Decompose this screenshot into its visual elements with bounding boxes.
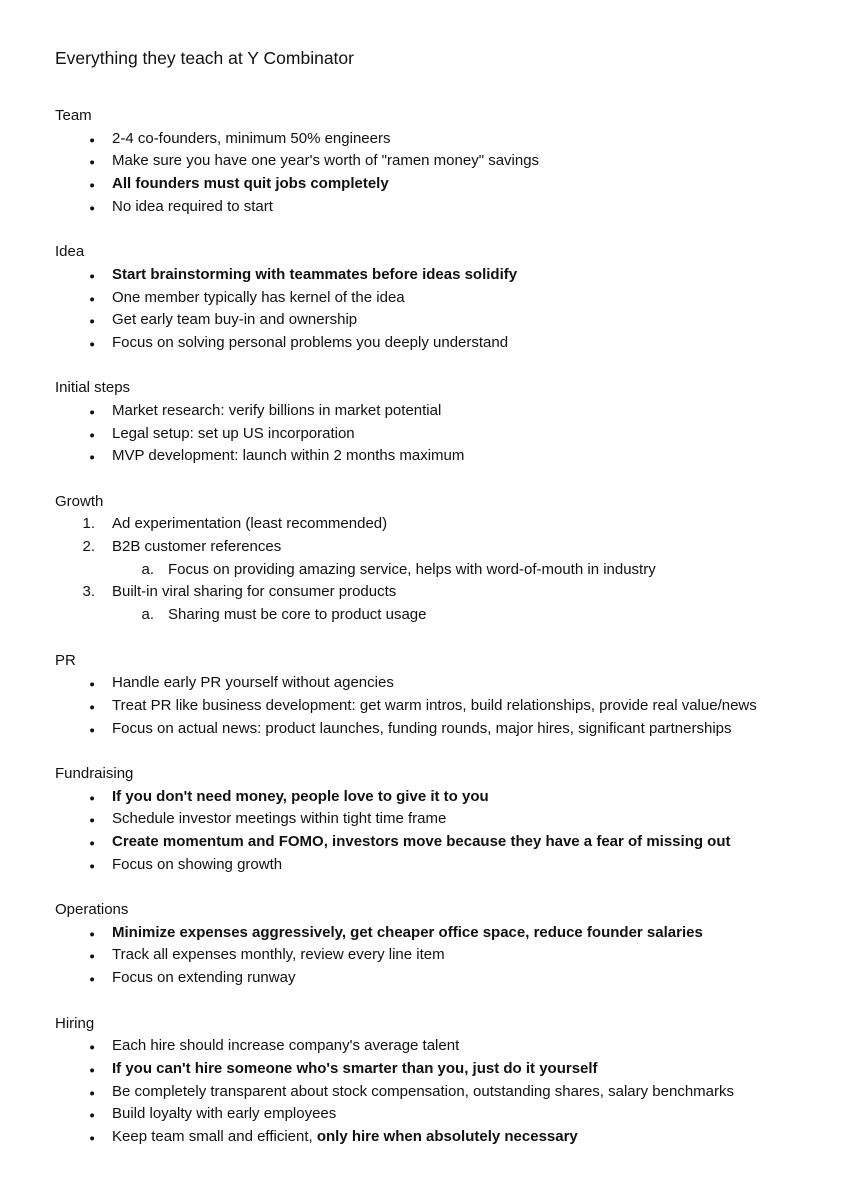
bullet-icon: ●	[89, 701, 95, 713]
list-item-text	[112, 1103, 336, 1126]
document-title: Everything they teach at Y Combinator	[55, 48, 354, 68]
list-item-text	[112, 196, 273, 219]
list-item	[55, 1126, 805, 1149]
bullet-icon: ●	[89, 815, 95, 827]
text-run: Market research: verify billions in market potential	[112, 401, 442, 419]
text-run: Keep team small and efficient,	[112, 1127, 317, 1145]
list-item	[55, 1081, 805, 1104]
text-run: MVP development: launch within 2 months maximum	[112, 447, 465, 465]
bullet-icon: ●	[89, 1110, 95, 1122]
list-marker: 2.	[82, 538, 95, 556]
list-item-text	[112, 513, 387, 536]
list-marker: a.	[141, 606, 154, 624]
text-run: Schedule investor meetings within tight time frame	[112, 810, 447, 828]
list-item	[55, 173, 805, 196]
text-run: If you don't need money, people love to give it to you	[112, 787, 489, 805]
list-item	[55, 1035, 805, 1058]
list-item	[55, 581, 805, 604]
bullet-icon: ●	[89, 724, 95, 736]
section-heading: Operations	[55, 901, 129, 919]
list-item-text	[112, 581, 396, 604]
list-item-text	[112, 400, 441, 423]
list-item-text	[112, 287, 405, 310]
section-heading: Fundraising	[55, 764, 134, 782]
text-run: Create momentum and FOMO, investors move because they have a fear of missing out	[112, 833, 731, 850]
text-run: Legal setup: set up US incorporation	[112, 424, 355, 442]
section-heading: Hiring	[55, 1014, 95, 1032]
list-item-text	[112, 128, 390, 151]
bullet-icon: ●	[89, 792, 95, 804]
bullet-icon: ●	[89, 202, 95, 214]
bullet-icon: ●	[89, 180, 95, 192]
list-item	[55, 1058, 805, 1081]
text-run: Focus on actual news: product launches, funding rounds, major hires, significant partnerships	[112, 719, 732, 737]
section-heading: PR	[55, 651, 76, 669]
text-run: only hire when absolutely necessary	[316, 1127, 578, 1145]
text-run: Track all expenses monthly, review every line item	[112, 946, 445, 964]
list-item-text	[112, 808, 446, 831]
list-item-text	[112, 672, 394, 695]
bullet-icon: ●	[89, 270, 95, 282]
bullet-icon: ●	[89, 1087, 95, 1099]
bullet-icon: ●	[89, 316, 95, 328]
bullet-icon: ●	[89, 974, 95, 986]
list-item	[55, 445, 805, 468]
list-item	[55, 332, 805, 355]
document-body	[55, 105, 805, 1149]
list-item	[55, 967, 805, 990]
section-initial-steps	[55, 377, 805, 468]
list-item	[55, 672, 805, 695]
bullet-icon: ●	[89, 1064, 95, 1076]
list-item-text	[112, 309, 357, 332]
list-item	[55, 1103, 805, 1126]
text-run: Make sure you have one year's worth of "ramen money" savings	[112, 152, 540, 170]
text-run: B2B customer references	[112, 538, 282, 556]
list-item	[55, 808, 805, 831]
list-item-text	[112, 423, 355, 446]
list-marker: 1.	[82, 515, 95, 533]
text-run: Be completely transparent about stock compensation, outstanding shares, salary benchmarks	[112, 1082, 735, 1100]
section-fundraising	[55, 763, 805, 876]
list-item-text	[112, 1035, 459, 1058]
section-operations	[55, 899, 805, 990]
list-item	[55, 513, 805, 536]
text-run: Start brainstorming with teammates before ideas solidify	[112, 265, 518, 283]
bullet-icon: ●	[89, 429, 95, 441]
text-run: Focus on solving personal problems you deeply understand	[112, 333, 509, 351]
text-run: Build loyalty with early employees	[112, 1105, 337, 1123]
list-item	[55, 922, 805, 945]
section-pr	[55, 650, 805, 741]
text-run: Sharing must be core to product usage	[168, 606, 427, 624]
list-item	[55, 718, 805, 741]
list-item	[55, 150, 805, 173]
text-run: Focus on providing amazing service, helps with word-of-mouth in industry	[168, 560, 656, 578]
list-item	[55, 854, 805, 877]
list-item-text	[112, 536, 281, 559]
bullet-icon: ●	[89, 157, 95, 169]
list-item-text	[168, 604, 427, 627]
bullet-icon: ●	[89, 951, 95, 963]
bullet-icon: ●	[89, 679, 95, 691]
list-item-text	[112, 1126, 578, 1149]
text-run: Focus on extending runway	[112, 969, 296, 987]
list-item-text	[112, 1081, 734, 1104]
list-item	[55, 264, 805, 287]
text-run: If you can't hire someone who's smarter than you, just do it yourself	[112, 1059, 598, 1077]
list-item	[55, 423, 805, 446]
list-item-text	[112, 445, 464, 468]
bullet-icon: ●	[89, 452, 95, 464]
list-item-text	[112, 944, 445, 967]
text-run: 2-4 co-founders, minimum 50% engineers	[112, 129, 391, 147]
section-idea	[55, 241, 805, 354]
text-run: No idea required to start	[112, 197, 273, 215]
text-run: One member typically has kernel of the idea	[112, 288, 405, 306]
section-heading: Growth	[55, 492, 104, 510]
list-item	[55, 400, 805, 423]
list-item	[55, 559, 805, 582]
text-run: Handle early PR yourself without agencies	[112, 674, 394, 692]
text-run: Treat PR like business development: get warm intros, build relationships, provide real value/news	[112, 696, 757, 714]
text-run: All founders must quit jobs completely	[112, 175, 389, 193]
list-item	[55, 695, 805, 718]
bullet-icon: ●	[89, 1132, 95, 1144]
list-item-text	[112, 786, 489, 809]
list-item	[55, 128, 805, 151]
list-item-text	[112, 718, 732, 741]
list-item-text	[112, 967, 295, 990]
list-item	[55, 604, 805, 627]
bullet-icon: ●	[89, 928, 95, 940]
list-item-text	[112, 922, 703, 945]
text-run: Each hire should increase company's average talent	[112, 1037, 460, 1055]
list-item	[55, 309, 805, 332]
text-run: Get early team buy-in and ownership	[112, 311, 358, 329]
list-item	[55, 831, 805, 854]
list-marker: a.	[141, 560, 154, 578]
bullet-icon: ●	[89, 134, 95, 146]
bullet-icon: ●	[89, 406, 95, 418]
list-item-text	[112, 854, 282, 877]
list-item-text	[112, 831, 731, 854]
list-item	[55, 786, 805, 809]
section-hiring	[55, 1013, 805, 1149]
list-item	[55, 944, 805, 967]
bullet-icon: ●	[89, 1042, 95, 1054]
section-team	[55, 105, 805, 218]
bullet-icon: ●	[89, 838, 95, 849]
list-item	[55, 287, 805, 310]
list-item	[55, 196, 805, 219]
section-heading: Team	[55, 107, 92, 124]
text-run: Focus on showing growth	[112, 855, 283, 873]
list-item-text	[112, 1058, 598, 1081]
section-heading: Initial steps	[55, 379, 131, 397]
bullet-icon: ●	[89, 860, 95, 872]
list-item	[55, 536, 805, 559]
text-run: Built-in viral sharing for consumer products	[112, 583, 397, 601]
list-item-text	[112, 695, 757, 718]
section-growth	[55, 491, 805, 627]
list-item-text	[112, 173, 389, 196]
list-item-text	[168, 559, 656, 582]
list-item-text	[112, 150, 539, 173]
text-run: Ad experimentation (least recommended)	[112, 515, 388, 533]
section-heading: Idea	[55, 243, 85, 261]
list-item-text	[112, 332, 508, 355]
list-item-text	[112, 264, 517, 287]
list-marker: 3.	[82, 583, 95, 601]
text-run: Minimize expenses aggressively, get cheaper office space, reduce founder salaries	[112, 923, 703, 941]
bullet-icon: ●	[89, 293, 95, 305]
bullet-icon: ●	[89, 338, 95, 350]
